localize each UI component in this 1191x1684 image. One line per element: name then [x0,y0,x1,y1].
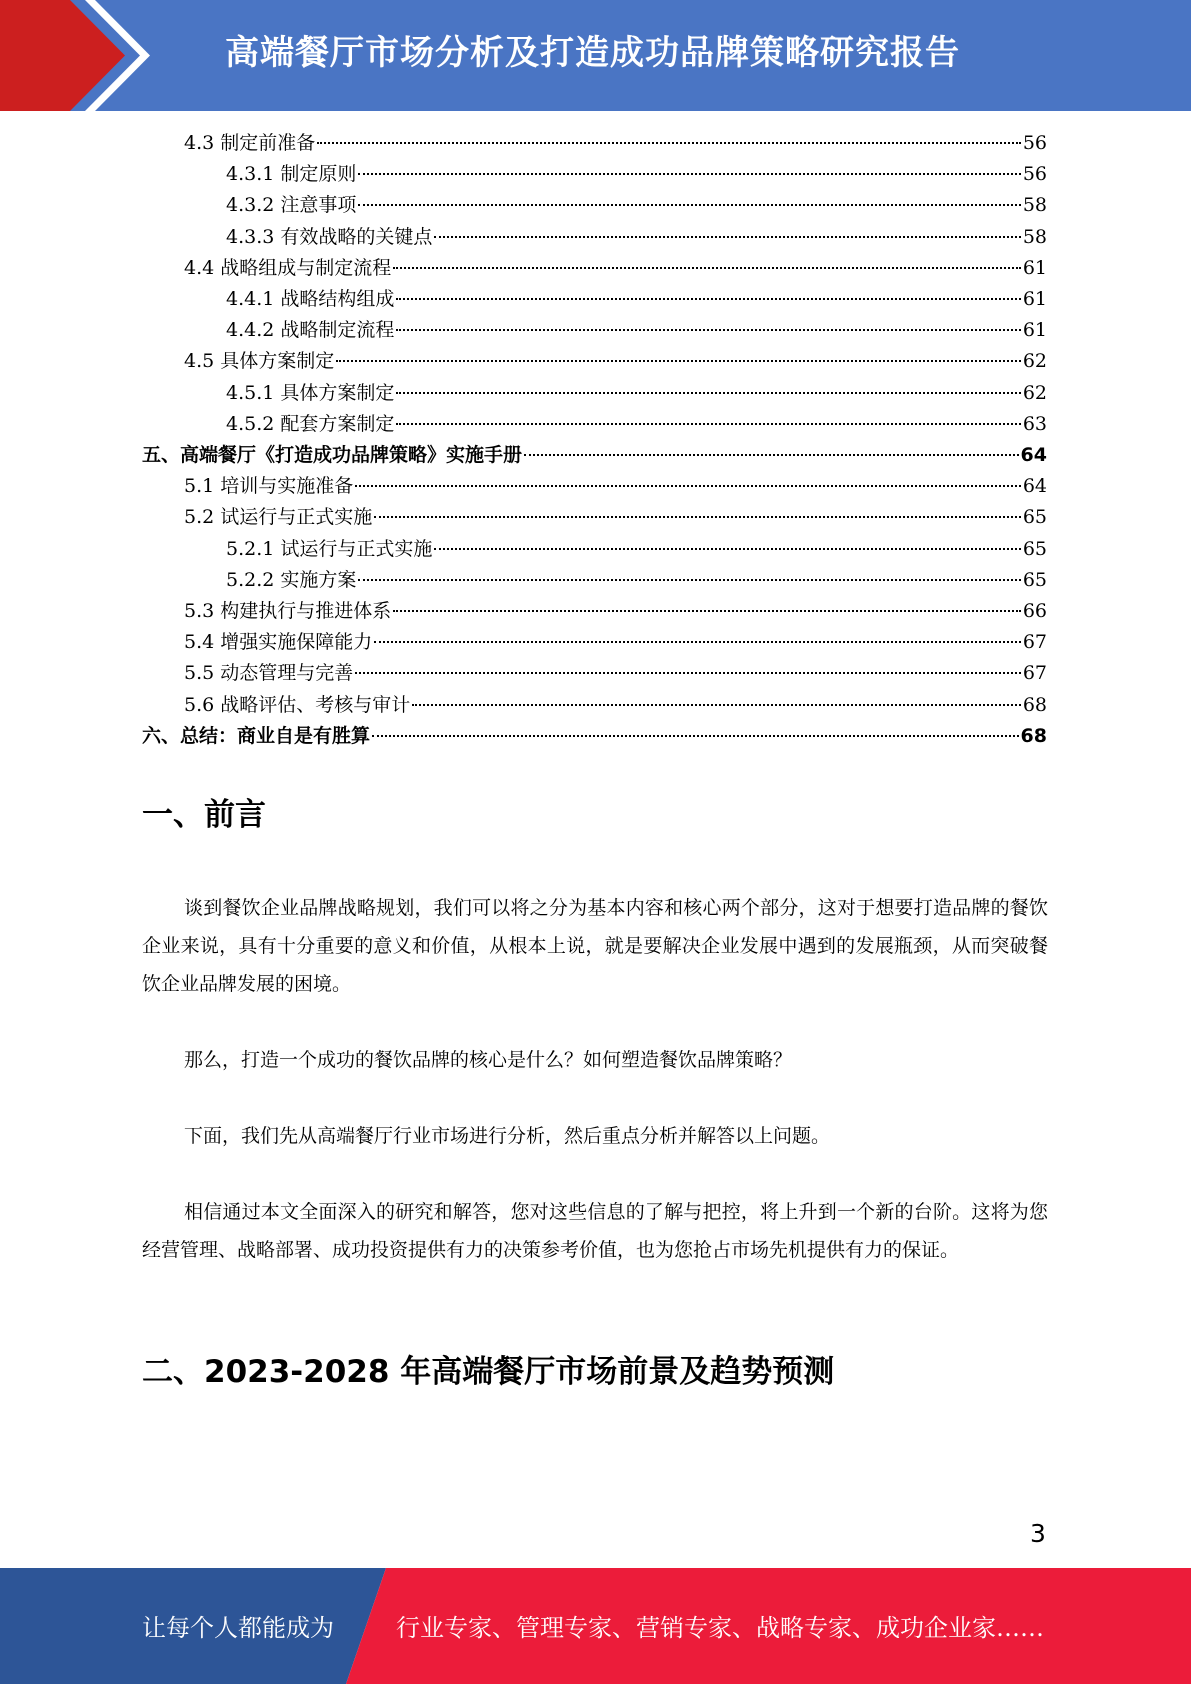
toc-entry-title: 动态管理与完善 [220,662,354,685]
toc-entry-number: 5.1 [184,475,215,498]
toc-entry[interactable] [142,721,1047,752]
toc-dot-leader [396,329,1020,331]
toc-entry-page: 68 [1022,693,1047,716]
toc-dot-leader [393,610,1021,612]
toc-entry[interactable] [184,253,1047,284]
toc-entry-number: 5.6 [184,693,215,716]
paragraph: 相信通过本文全面深入的研究和解答，您对这些信息的了解与把控，将上升到一个新的台阶。这将为您经营管理、战略部署、成功投资提供有力的决策参考价值，也为您抢占市场先机提供有力的保证。 [142,1201,1048,1261]
toc-entry-page: 56 [1022,132,1047,154]
toc-entry-number: 4.3.1 [226,163,275,186]
toc-entry-title: 试运行与正式实施 [220,506,373,529]
toc-entry-title: 战略评估、考核与审计 [220,693,411,716]
header-band [0,0,1191,111]
footer-slogan-right: 行业专家、管理专家、营销专家、战略专家、成功企业家…… [396,1614,1044,1642]
toc-entry-page: 65 [1022,506,1047,529]
toc-entry-page: 67 [1022,662,1047,685]
toc-entry-number: 4.3.3 [226,225,275,248]
document-title: 高端餐厅市场分析及打造成功品牌策略研究报告 [225,33,960,73]
toc-dot-leader [374,641,1021,643]
footer-band [0,1568,1191,1684]
toc-entry-title: 制定原则 [280,163,357,186]
toc-entry-page: 64 [1022,475,1047,498]
toc-entry[interactable] [226,159,1047,190]
page-number: 3 [1030,1519,1046,1548]
toc-entry-number: 4.4 [184,256,215,279]
toc-dot-leader [393,267,1021,269]
section-heading-preface: 一、前言 [142,797,266,833]
toc-dot-leader [412,704,1021,706]
toc-entry-page: 56 [1022,163,1047,186]
toc-entry-page: 61 [1022,256,1047,279]
toc-dot-leader [434,236,1020,238]
header-arrow-icon [0,0,160,111]
toc-entry-title: 构建执行与推进体系 [220,600,392,622]
toc-entry-title: 试运行与正式实施 [280,537,433,560]
toc-entry[interactable] [184,658,1047,689]
toc-entry-number: 5.2 [184,506,215,529]
toc-dot-leader [396,298,1020,300]
toc-entry-title: 战略组成与制定流程 [220,256,392,279]
toc-entry-page: 61 [1022,319,1047,342]
toc-entry-title: 具体方案制定 [220,350,335,373]
paragraph: 那么，打造一个成功的餐饮品牌的核心是什么？如何塑造餐饮品牌策略？ [184,1049,793,1071]
toc-dot-leader [434,548,1020,550]
toc-entry-number: 五、 [142,444,181,466]
toc-entry-title: 战略制定流程 [280,319,395,342]
toc-entry[interactable] [226,409,1047,440]
toc-dot-leader [358,173,1020,175]
footer-slogan-left: 让每个人都能成为 [142,1614,334,1642]
toc-dot-leader [396,423,1020,425]
toc-dot-leader [372,735,1019,737]
toc-entry-page: 63 [1022,412,1047,435]
toc-entry-number: 4.5.1 [226,381,275,404]
toc-entry-page: 65 [1022,568,1047,591]
toc-entry-page: 66 [1022,600,1047,622]
toc-entry[interactable] [226,190,1047,221]
toc-entry-number: 4.3 [184,132,215,154]
toc-entry[interactable] [184,627,1047,658]
toc-entry-number: 5.4 [184,631,215,654]
toc-entry[interactable] [184,346,1047,377]
toc-entry-number: 4.3.2 [226,194,275,217]
toc-entry[interactable] [184,502,1047,533]
toc-entry-title: 战略结构组成 [280,288,395,310]
toc-entry-number: 4.4.2 [226,319,275,342]
toc-entry[interactable] [226,284,1047,315]
toc-entry-title: 具体方案制定 [280,381,395,404]
toc-entry[interactable] [226,222,1047,253]
toc-entry-number: 5.2.2 [226,568,275,591]
toc-entry-title: 高端餐厅《打造成功品牌策略》实施手册 [180,444,523,466]
toc-entry[interactable] [226,315,1047,346]
toc-entry-title: 有效战略的关键点 [280,225,433,248]
toc-dot-leader [374,516,1021,518]
toc-entry-page: 58 [1022,225,1047,248]
toc-entry[interactable] [226,534,1047,565]
toc-entry-title: 实施方案 [280,568,357,591]
toc-dot-leader [355,672,1021,674]
toc-dot-leader [358,204,1020,206]
toc-dot-leader [358,579,1020,581]
paragraph: 谈到餐饮企业品牌战略规划，我们可以将之分为基本内容和核心两个部分，这对于想要打造品牌的餐饮企业来说，具有十分重要的意义和价值，从根本上说，就是要解决企业发展中遇到的发展瓶颈，从而突破餐饮企业品牌发展的困境。 [142,897,1048,995]
paragraph: 下面，我们先从高端餐厅行业市场进行分析，然后重点分析并解答以上问题。 [184,1125,831,1147]
toc-entry-title: 注意事项 [280,194,357,217]
toc-dot-leader [317,142,1021,144]
toc-entry-page: 61 [1022,288,1047,310]
toc-entry-page: 67 [1022,631,1047,654]
toc-entry-number: 六、 [142,724,181,747]
toc-entry[interactable] [184,596,1047,627]
toc-entry[interactable] [184,128,1047,159]
toc-entry-title: 培训与实施准备 [220,475,354,498]
toc-entry-page: 65 [1022,537,1047,560]
toc-entry-number: 5.5 [184,662,215,685]
toc-dot-leader [336,360,1021,362]
toc-entry[interactable] [184,690,1047,721]
toc-entry-page: 68 [1020,724,1047,747]
toc-entry[interactable] [142,440,1047,471]
toc-entry-number: 4.4.1 [226,288,275,310]
toc-entry-title: 总结：商业自是有胜算 [180,724,371,747]
toc-entry-page: 62 [1022,350,1047,373]
toc-entry-number: 5.2.1 [226,537,275,560]
section-heading-forecast: 二、2023-2028 年高端餐厅市场前景及趋势预测 [142,1354,835,1390]
toc-entry-page: 64 [1020,444,1047,466]
toc-entry-page: 62 [1022,381,1047,404]
toc-entry-title: 配套方案制定 [280,412,395,435]
toc-entry-page: 58 [1022,194,1047,217]
toc-entry-title: 增强实施保障能力 [220,631,373,654]
toc-entry[interactable] [184,471,1047,502]
toc-entry-number: 5.3 [184,600,215,622]
toc-entry-number: 4.5 [184,350,215,373]
toc-dot-leader [355,485,1021,487]
toc-entry[interactable] [226,565,1047,596]
toc-entry-number: 4.5.2 [226,412,275,435]
toc-dot-leader [396,392,1020,394]
toc-entry-title: 制定前准备 [220,132,316,154]
toc-entry[interactable] [226,378,1047,409]
toc-dot-leader [524,454,1019,456]
